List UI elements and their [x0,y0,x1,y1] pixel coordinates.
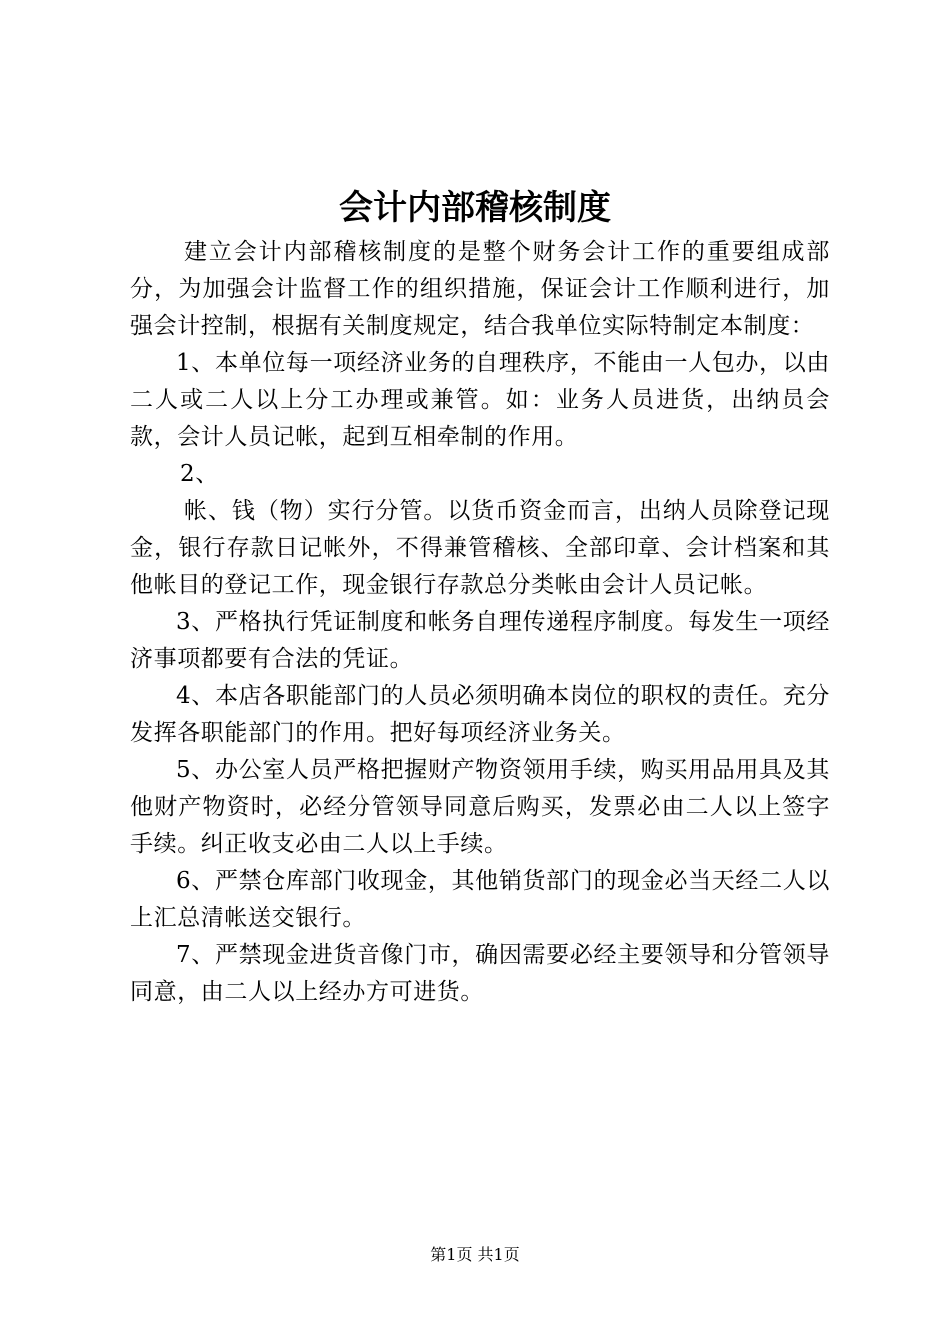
clause-2-number: 2、 [180,461,219,487]
intro-paragraph: 建立会计内部稽核制度的是整个财务会计工作的重要组成部分，为加强会计监督工作的组织措施，保证会计工作顺利进行，加强会计控制，根据有关制度规定，结合我单位实际特制定本制度： [130,239,830,339]
clause-5-paragraph: 5、办公室人员严格把握财产物资领用手续，购买用品用具及其他财产物资时，必经分管领导同意后购买，发票必由二人以上签字手续。纠正收支必由二人以上手续。 [130,757,830,857]
clause-4-paragraph: 4、本店各职能部门的人员必须明确本岗位的职权的责任。充分发挥各职能部门的作用。把好每项经济业务关。 [130,683,830,746]
document-title: 会计内部稽核制度 [339,188,611,228]
clause-7-paragraph: 7、严禁现金进货音像门市，确因需要必经主要领导和分管领导同意，由二人以上经办方可进货。 [130,942,830,1005]
clause-1-paragraph: 1、本单位每一项经济业务的自理秩序，不能由一人包办，以由二人或二人以上分工办理或兼管。如：业务人员进货，出纳员会款，会计人员记帐，起到互相牵制的作用。 [130,350,830,450]
clause-3-paragraph: 3、严格执行凭证制度和帐务自理传递程序制度。每发生一项经济事项都要有合法的凭证。 [130,609,830,672]
document-body [130,234,830,1011]
page-footer: 第1页 共1页 [430,1245,520,1264]
clause-6-paragraph: 6、严禁仓库部门收现金，其他销货部门的现金必当天经二人以上汇总清帐送交银行。 [130,868,830,931]
clause-2-paragraph: 帐、钱（物）实行分管。以货币资金而言，出纳人员除登记现金，银行存款日记帐外，不得兼管稽核、全部印章、会计档案和其他帐目的登记工作，现金银行存款总分类帐由会计人员记帐。 [130,498,830,598]
